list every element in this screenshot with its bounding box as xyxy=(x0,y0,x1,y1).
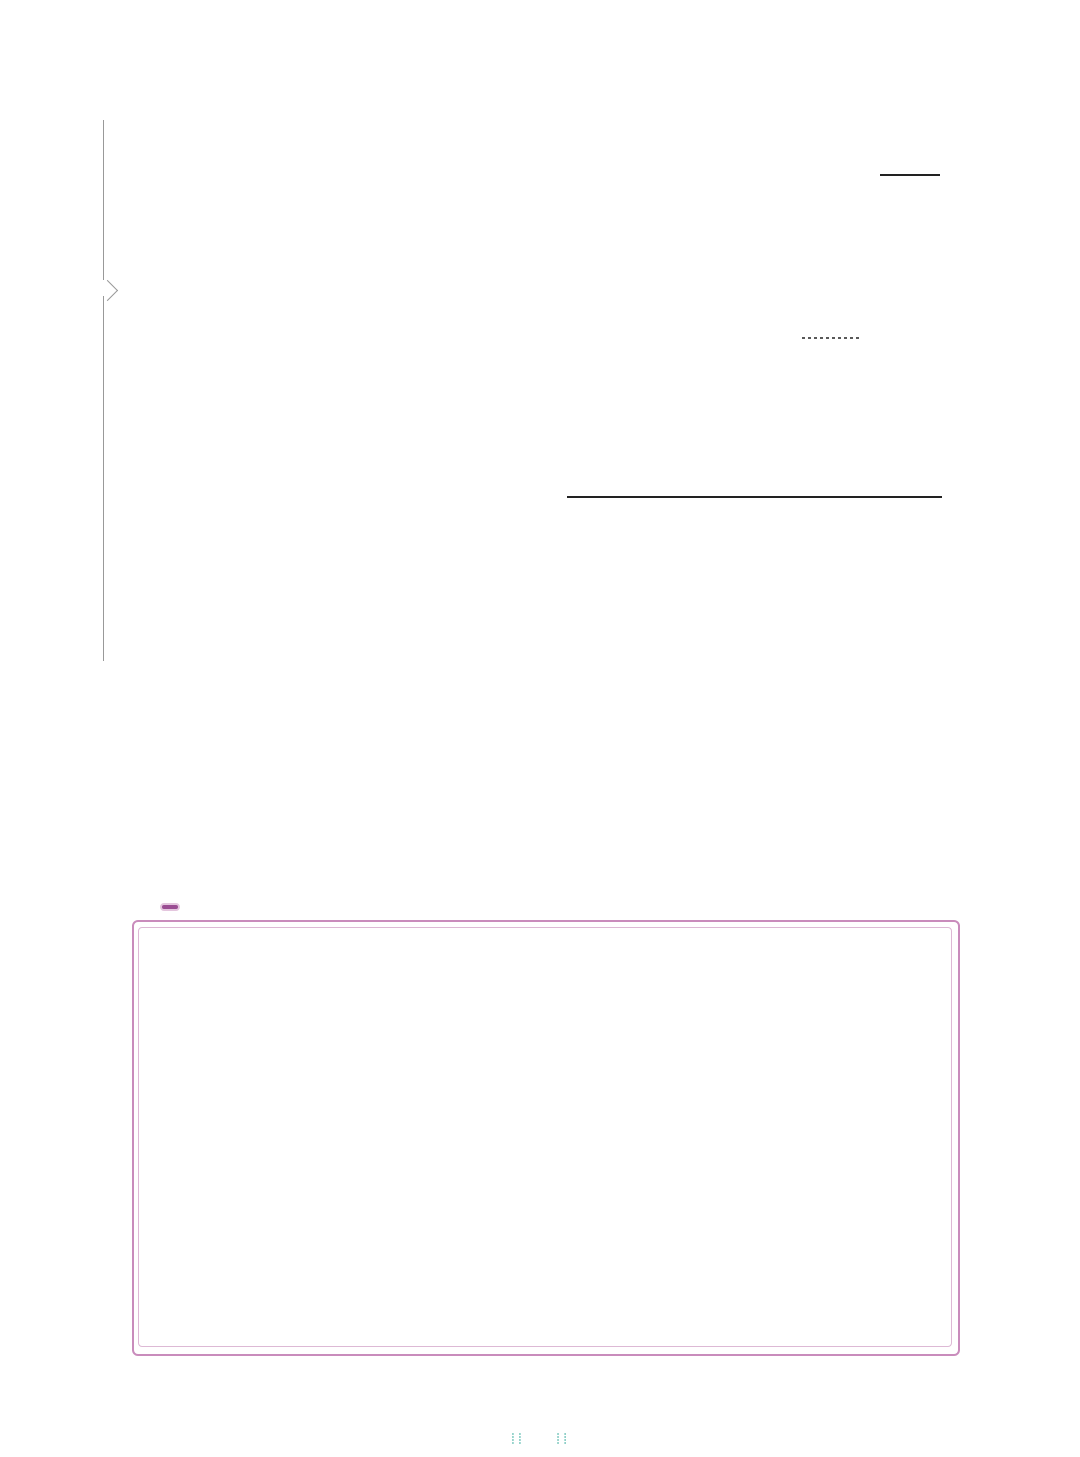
fun-chinese-inner-border xyxy=(138,927,952,1347)
sidebar-divider xyxy=(103,296,104,661)
decorative-dots: ⁞⁞ xyxy=(510,1429,525,1448)
page-footer xyxy=(0,1425,1080,1450)
answer-blank[interactable] xyxy=(880,174,940,176)
wavy-underline-blank[interactable] xyxy=(802,334,860,342)
sidebar-divider xyxy=(103,120,104,280)
decorative-dots: ⁞⁞ xyxy=(555,1429,570,1448)
answer-blank[interactable] xyxy=(567,496,942,498)
sidebar-notch xyxy=(97,280,118,301)
section-tag xyxy=(160,903,180,911)
